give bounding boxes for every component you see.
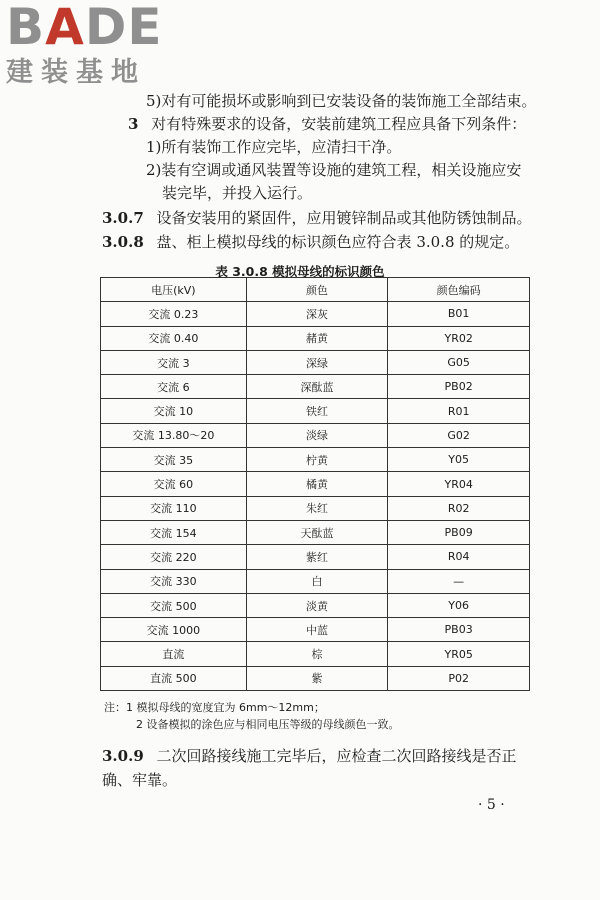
cell-code: Y05 xyxy=(388,448,530,472)
cell-color: 柠黄 xyxy=(246,448,388,472)
section-3-0-9-number: 3.0.9 xyxy=(102,747,144,765)
cell-voltage: 交流 6 xyxy=(101,375,247,399)
cell-voltage: 交流 1000 xyxy=(101,618,247,642)
cell-color: 赭黄 xyxy=(246,326,388,350)
table-row xyxy=(101,350,530,374)
cell-code: Y06 xyxy=(388,593,530,617)
table-row xyxy=(101,666,530,690)
item-3-2-line2: 装完毕，并投入运行。 xyxy=(162,184,313,202)
cell-code: R04 xyxy=(388,545,530,569)
cell-code: G02 xyxy=(388,423,530,447)
cell-code: YR05 xyxy=(388,642,530,666)
table-row xyxy=(101,593,530,617)
item-3 xyxy=(128,113,526,135)
table-row xyxy=(101,642,530,666)
item-3-1: 1)所有装饰工作应完毕，应清扫干净。 xyxy=(146,138,402,156)
table-row xyxy=(101,423,530,447)
item-3-2-line1: 2)装有空调或通风装置等设施的建筑工程，相关设施应安 xyxy=(146,161,522,179)
cell-voltage: 交流 3 xyxy=(101,350,247,374)
cell-voltage: 交流 220 xyxy=(101,545,247,569)
cell-voltage: 交流 330 xyxy=(101,569,247,593)
table-header-row xyxy=(101,278,530,302)
section-3-0-9-line2: 确、牢靠。 xyxy=(102,771,178,789)
cell-color: 朱红 xyxy=(246,496,388,520)
cell-voltage: 交流 154 xyxy=(101,520,247,544)
cell-color: 棕 xyxy=(246,642,388,666)
item-3-text: 对有特殊要求的设备，安装前建筑工程应具备下列条件： xyxy=(151,115,527,133)
table-row xyxy=(101,496,530,520)
section-3-0-9 xyxy=(102,745,517,767)
cell-voltage: 直流 500 xyxy=(101,666,247,690)
cell-voltage: 交流 0.23 xyxy=(101,302,247,326)
cell-color: 天酞蓝 xyxy=(246,520,388,544)
header-color: 颜色 xyxy=(246,278,388,302)
table-row xyxy=(101,399,530,423)
table-caption: 表 3.0.8 模拟母线的标识颜色 xyxy=(215,264,385,279)
cell-voltage: 交流 13.80～20 xyxy=(101,423,247,447)
table-note-1: 注：1 模拟母线的宽度宜为 6mm～12mm； xyxy=(104,701,325,714)
item-3-number: 3 xyxy=(128,115,139,133)
cell-code: R01 xyxy=(388,399,530,423)
bade-logo xyxy=(6,2,176,98)
cell-code: YR04 xyxy=(388,472,530,496)
logo-subtitle: 建装基地 xyxy=(6,57,146,88)
table-row xyxy=(101,618,530,642)
section-3-0-8-number: 3.0.8 xyxy=(102,233,144,251)
cell-voltage: 交流 35 xyxy=(101,448,247,472)
cell-code: B01 xyxy=(388,302,530,326)
logo-wordmark: BADE xyxy=(6,0,163,56)
cell-voltage: 直流 xyxy=(101,642,247,666)
table-row xyxy=(101,375,530,399)
cell-voltage: 交流 500 xyxy=(101,593,247,617)
header-color-code: 颜色编码 xyxy=(388,278,530,302)
table-row xyxy=(101,520,530,544)
section-3-0-9-text: 二次回路接线施工完毕后，应检查二次回路接线是否正 xyxy=(156,747,517,765)
cell-color: 淡黄 xyxy=(246,593,388,617)
cell-color: 橘黄 xyxy=(246,472,388,496)
cell-voltage: 交流 0.40 xyxy=(101,326,247,350)
cell-code: PB02 xyxy=(388,375,530,399)
table-row xyxy=(101,326,530,350)
section-3-0-8-text: 盘、柜上模拟母线的标识颜色应符合表 3.0.8 的规定。 xyxy=(156,233,520,251)
cell-color: 铁红 xyxy=(246,399,388,423)
item-5: 5)对有可能损坏或影响到已安装设备的装饰施工全部结束。 xyxy=(146,92,537,110)
table-row xyxy=(101,569,530,593)
cell-color: 中蓝 xyxy=(246,618,388,642)
cell-voltage: 交流 110 xyxy=(101,496,247,520)
cell-code: — xyxy=(388,569,530,593)
cell-color: 白 xyxy=(246,569,388,593)
section-3-0-7-number: 3.0.7 xyxy=(102,209,144,227)
cell-color: 紫红 xyxy=(246,545,388,569)
section-3-0-7-text: 设备安装用的紧固件，应用镀锌制品或其他防锈蚀制品。 xyxy=(156,209,532,227)
page-number: · 5 · xyxy=(478,797,505,813)
cell-color: 深绿 xyxy=(246,350,388,374)
table-row xyxy=(101,472,530,496)
cell-code: PB09 xyxy=(388,520,530,544)
cell-color: 紫 xyxy=(246,666,388,690)
section-3-0-7 xyxy=(102,207,532,229)
cell-color: 淡绿 xyxy=(246,423,388,447)
cell-code: G05 xyxy=(388,350,530,374)
cell-color: 深酞蓝 xyxy=(246,375,388,399)
cell-color: 深灰 xyxy=(246,302,388,326)
bus-color-table xyxy=(100,277,530,691)
table-row xyxy=(101,545,530,569)
cell-code: R02 xyxy=(388,496,530,520)
cell-code: P02 xyxy=(388,666,530,690)
table-row xyxy=(101,448,530,472)
section-3-0-8 xyxy=(102,231,519,253)
header-voltage: 电压(kV) xyxy=(101,278,247,302)
table-note-2: 2 设备模拟的涂色应与相同电压等级的母线颜色一致。 xyxy=(136,718,400,731)
cell-voltage: 交流 60 xyxy=(101,472,247,496)
table-row xyxy=(101,302,530,326)
cell-code: PB03 xyxy=(388,618,530,642)
cell-code: YR02 xyxy=(388,326,530,350)
cell-voltage: 交流 10 xyxy=(101,399,247,423)
